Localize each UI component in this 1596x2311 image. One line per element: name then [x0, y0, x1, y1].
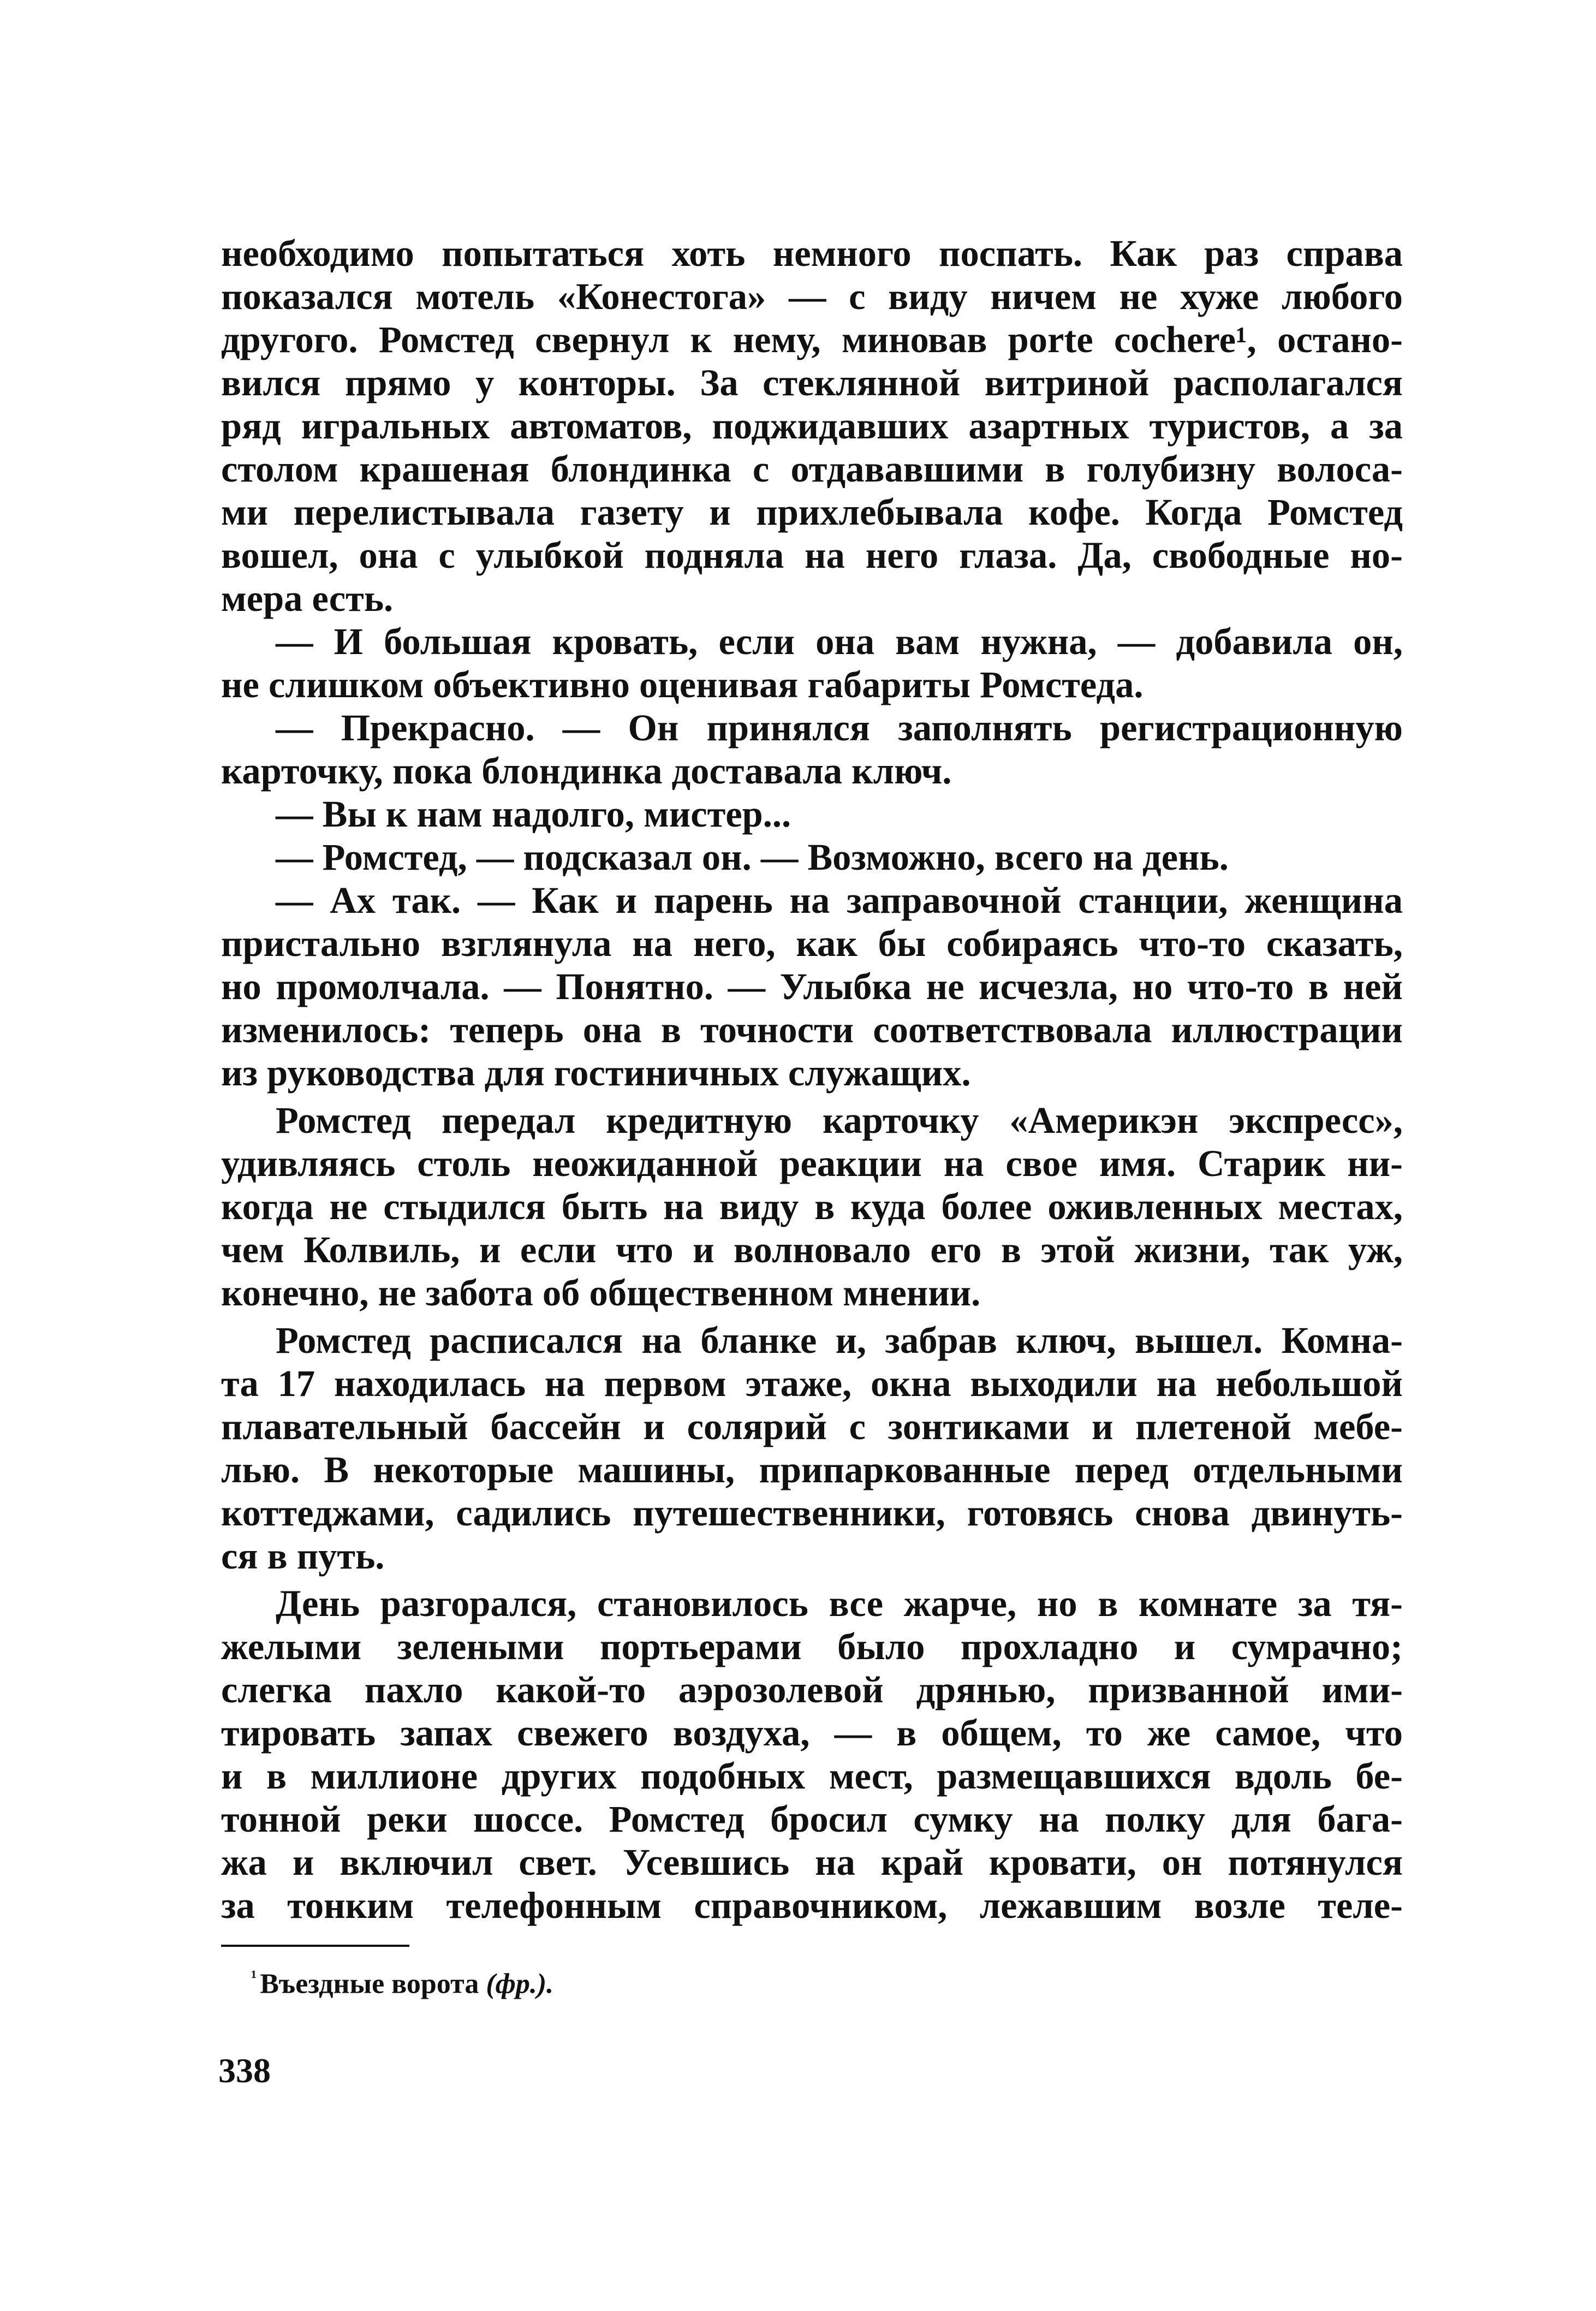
text-line: День разгорался, становилось все жарче, но в комнате за тя- — [276, 1583, 1403, 1624]
text-line: вошел, она с улыбкой подняла на него глаза. Да, свободные но- — [221, 534, 1403, 576]
text-line: удивляясь столь неожиданной реакции на свое имя. Старик ни- — [221, 1143, 1403, 1184]
text-line: — Ромстед, — подсказал он. — Возможно, всего на день. — [276, 836, 1229, 878]
paragraph — [221, 620, 1403, 663]
text-line: желыми зелеными портьерами было прохладно и сумрачно; — [221, 1626, 1403, 1667]
footnote-language: (фр.). — [486, 1968, 554, 2000]
paragraph — [221, 1319, 1403, 1535]
text-line: — Прекрасно. — Он принялся заполнять регистрационную — [276, 707, 1403, 748]
text-line: мера есть. — [221, 578, 394, 619]
body-text — [221, 232, 1403, 1927]
text-line: тировать запах свежего воздуха, — в общем, то же самое, что — [221, 1712, 1403, 1754]
text-line: жа и включил свет. Усевшись на край кровати, он потянулся — [221, 1841, 1403, 1883]
paragraph-end-line — [221, 1272, 1403, 1315]
text-line: — И большая кровать, если она вам нужна, — добавила он, — [276, 621, 1403, 662]
text-line: из руководства для гостиничных служащих. — [221, 1052, 971, 1094]
page-number: 338 — [218, 2051, 271, 2090]
text-line: Ромстед передал кредитную карточку «Америкэн экспресс», — [276, 1100, 1403, 1141]
paragraph-end-line — [221, 1051, 1403, 1095]
text-line: ряд игральных автоматов, поджидавших азартных туристов, а за — [221, 405, 1403, 447]
paragraph — [221, 793, 1403, 836]
footnote-marker: ¹ — [251, 1967, 257, 1987]
text-line: вился прямо у конторы. За стеклянной витриной располагался — [221, 362, 1403, 403]
text-line: столом крашеная блондинка с отдававшими в голубизну волоса- — [221, 448, 1403, 490]
footnote-divider — [221, 1945, 409, 1947]
paragraph-end-line — [221, 663, 1403, 706]
text-line: не слишком объективно оценивая габариты Ромстеда. — [221, 664, 1144, 705]
text-line: Ромстед расписался на бланке и, забрав ключ, вышел. Комна- — [276, 1320, 1403, 1361]
paragraph-end-line — [221, 750, 1403, 793]
text-line: ми перелистывала газету и прихлебывала кофе. Когда Ромстед — [221, 491, 1403, 533]
text-line: за тонким телефонным справочником, лежавшим возле теле- — [221, 1885, 1403, 1926]
paragraph-end-line — [221, 1535, 1403, 1578]
paragraph — [221, 1099, 1403, 1272]
text-line: показался мотель «Конестога» — с виду ничем не хуже любого — [221, 276, 1403, 317]
text-line: другого. Ромстед свернул к нему, миновав porte cochere¹, остано- — [221, 319, 1403, 360]
text-line: чем Колвиль, и если что и волновало его в этой жизни, так уж, — [221, 1229, 1403, 1270]
text-line: лью. В некоторые машины, припаркованные перед отдельными — [221, 1449, 1403, 1490]
text-line: но промолчала. — Понятно. — Улыбка не исчезла, но что-то в ней — [221, 966, 1403, 1007]
text-line: когда не стыдился быть на виду в куда более оживленных местах, — [221, 1186, 1403, 1227]
text-line: изменилось: теперь она в точности соответствовала иллюстрации — [221, 1009, 1403, 1050]
paragraph — [221, 1582, 1403, 1927]
text-line: плавательный бассейн и солярий с зонтиками и плетеной мебе- — [221, 1406, 1403, 1447]
paragraph-end-line — [221, 577, 1403, 620]
paragraph — [221, 836, 1403, 879]
footnote-text: Въездные ворота — [260, 1968, 479, 2000]
text-line: — Ах так. — Как и парень на заправочной станции, женщина — [276, 880, 1403, 921]
paragraph — [221, 706, 1403, 750]
footnote — [251, 1961, 553, 2000]
text-line: та 17 находилась на первом этаже, окна выходили на небольшой — [221, 1363, 1403, 1404]
text-line: и в миллионе других подобных мест, размещавшихся вдоль бе- — [221, 1755, 1403, 1797]
text-line: пристально взглянула на него, как бы собираясь что-то сказать, — [221, 923, 1403, 964]
text-line: тонной реки шоссе. Ромстед бросил сумку на полку для бага- — [221, 1798, 1403, 1840]
text-line: коттеджами, садились путешественники, готовясь снова двинуть- — [221, 1492, 1403, 1534]
text-line: необходимо попытаться хоть немного поспать. Как раз справа — [221, 233, 1403, 274]
text-line: слегка пахло какой-то аэрозолевой дрянью, призванной ими- — [221, 1669, 1403, 1710]
text-line: — Вы к нам надолго, мистер... — [276, 793, 791, 835]
paragraph — [221, 232, 1403, 577]
text-line: карточку, пока блондинка доставала ключ. — [221, 750, 952, 792]
text-line: ся в путь. — [221, 1535, 385, 1577]
text-line: конечно, не забота об общественном мнении. — [221, 1272, 981, 1314]
paragraph — [221, 879, 1403, 1051]
